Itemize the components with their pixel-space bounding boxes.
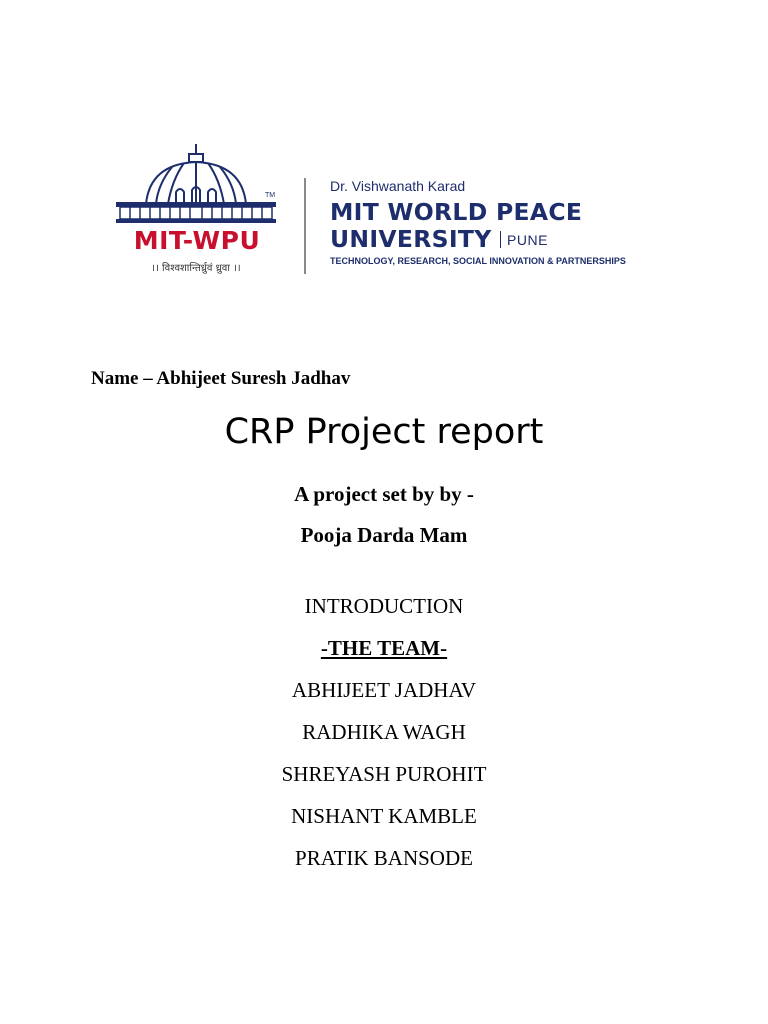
university-name-line2 bbox=[330, 226, 690, 254]
report-subtitle: A project set by by - bbox=[294, 482, 474, 506]
team-member: ABHIJEET JADHAV bbox=[291, 678, 477, 702]
student-name: Name – Abhijeet Suresh Jadhav bbox=[91, 368, 351, 389]
logo-divider bbox=[304, 178, 306, 274]
project-mentor: Pooja Darda Mam bbox=[300, 523, 468, 547]
team-heading: -THE TEAM- bbox=[320, 636, 448, 660]
dome-emblem bbox=[110, 140, 282, 280]
team-member: SHREYASH PUROHIT bbox=[281, 762, 487, 786]
university-name-line1: MIT WORLD PEACE bbox=[330, 198, 583, 226]
team-member: RADHIKA WAGH bbox=[302, 720, 466, 744]
university-tagline: TECHNOLOGY, RESEARCH, SOCIAL INNOVATION & PARTNERSHIPS bbox=[330, 256, 626, 266]
sanskrit-motto: ।। विश्वशान्तिर्ध्रुवं ध्रुवा ।। bbox=[151, 263, 241, 274]
emblem-wordmark: MIT-WPU bbox=[133, 226, 261, 255]
team-member: PRATIK BANSODE bbox=[295, 846, 473, 870]
section-heading: INTRODUCTION bbox=[304, 594, 464, 618]
team-member: NISHANT KAMBLE bbox=[291, 804, 477, 828]
trademark-mark: TM bbox=[265, 192, 276, 199]
city-name: PUNE bbox=[507, 232, 548, 248]
founder-name: Dr. Vishwanath Karad bbox=[330, 178, 466, 194]
city-separator bbox=[500, 231, 502, 248]
report-title: CRP Project report bbox=[224, 412, 544, 452]
university-word: UNIVERSITY bbox=[330, 225, 492, 253]
dome-icon bbox=[110, 140, 282, 230]
university-logo bbox=[110, 140, 690, 280]
university-name-block bbox=[330, 178, 690, 266]
